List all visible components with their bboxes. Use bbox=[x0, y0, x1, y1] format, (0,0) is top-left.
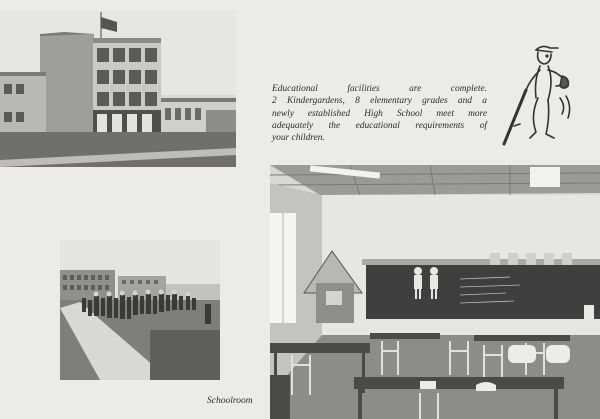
caption-line: 2 Kindergardens, 8 elementary grades and a bbox=[272, 96, 487, 107]
school-building-photo bbox=[0, 10, 236, 167]
children-on-sidewalk-photo bbox=[60, 240, 220, 380]
classroom-photo bbox=[270, 165, 600, 419]
schoolroom-label: Schoolroom bbox=[207, 396, 253, 406]
baseball-boy-illustration bbox=[496, 40, 576, 150]
caption-line: adequately the educational requirements of bbox=[272, 120, 487, 131]
caption-text bbox=[272, 83, 487, 144]
caption-line: newly established High School meet more bbox=[272, 108, 487, 119]
caption-line: your children. bbox=[272, 133, 325, 144]
caption-line: Educational facilities are complete. bbox=[272, 84, 487, 94]
